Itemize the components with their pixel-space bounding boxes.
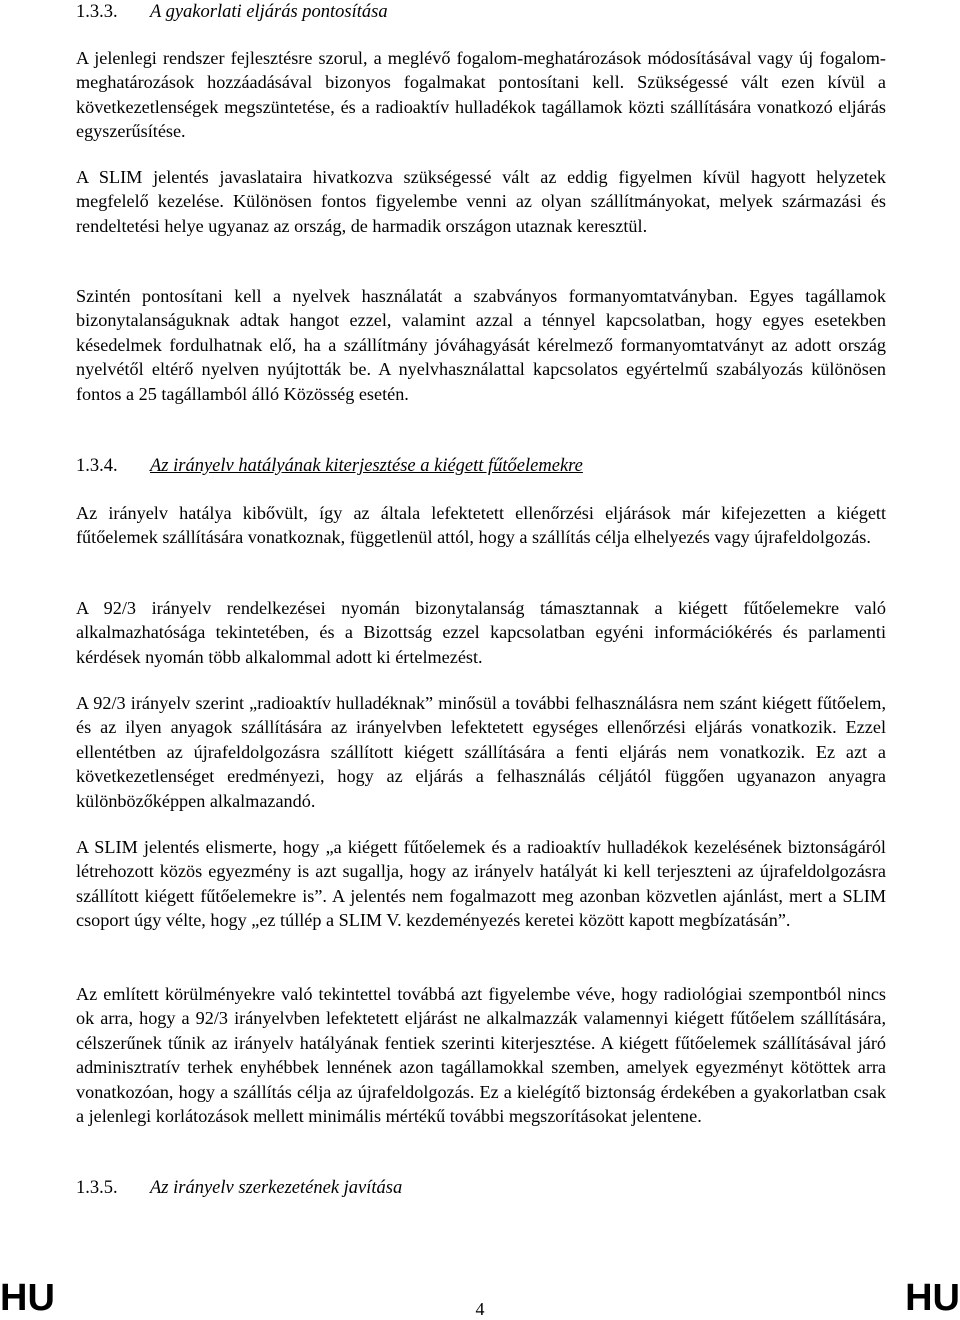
- paragraph: A SLIM jelentés elismerte, hogy „a kiégett fűtőelemek és a radioaktív hulladékok kezelésének biztonságáról létrehozott közös egyezmény is azt sugallja, hogy az irányelv hatályát ki kell terjeszteni az újrafeldolgozásra szállított kiégett fűtőelemekre is”. A jelentés nem fogalmazott meg azonban közvetlen ajánlást, mert a SLIM csoport úgy vélte, hogy „ez túllép a SLIM V. kezdeményezés keretei között kapott megbízatásán”.: [76, 837, 886, 931]
- section-title: Az irányelv szerkezetének javítása: [150, 1178, 403, 1198]
- section-title: Az irányelv hatályának kiterjesztése a kiégett fűtőelemekre: [150, 456, 583, 476]
- section-number: 1.3.4.: [76, 456, 118, 476]
- page-number: 4: [475, 1299, 485, 1319]
- paragraph: A SLIM jelentés javaslataira hivatkozva szükségessé vált az eddig figyelmen kívül hagyott helyzetek megfelelő kezelése. Különösen fontos figyelembe venni az olyan szállítmányokat, melyek származási és rendeltetési helye ugyanaz az ország, de harmadik országon utaznak keresztül.: [76, 167, 886, 236]
- section-heading-1-3-3: [76, 0, 388, 24]
- section-heading-1-3-5: [76, 1176, 402, 1200]
- footer-language-right: HU: [905, 1277, 960, 1319]
- section-heading-1-3-4: [76, 454, 583, 478]
- section-title: A gyakorlati eljárás pontosítása: [150, 2, 388, 22]
- paragraph: Szintén pontosítani kell a nyelvek használatát a szabványos formanyomtatványban. Egyes tagállamok bizonytalanságuknak adtak hangot ezzel, valamint azzal a ténnyel kapcsolatban, hogy egyes esetekben késedelmek fordulhatnak elő, ha a szállítmány jóváhagyását kérelmező formanyomtatványt az adott ország nyelvétől eltérő nyelven nyújtották be. A nyelvhasználattal kapcsolatos egyértelmű szabályozás különösen fontos a 25 tagállamból álló Közösség esetén.: [76, 286, 886, 404]
- paragraph: A jelenlegi rendszer fejlesztésre szorul, a meglévő fogalom-meghatározások módosításával vagy új fogalom-meghatározások hozzáadásával bizonyos fogalmakat pontosítani kell. Szükségessé vált ezen kívül a következetlenségek megszüntetése, és a radioaktív hulladékok tagállamok közti szállítására vonatkozó eljárás egyszerűsítése.: [76, 48, 886, 142]
- paragraph: Az említett körülményekre való tekintettel továbbá azt figyelembe véve, hogy radiológiai szempontból nincs ok arra, hogy a 92/3 irányelvben lefektetett eljárást ne alkalmazzák valamennyi kiégett fűtőelem szállítására, célszerűnek tűnik az irányelv hatályának fentiek szerinti kiterjesztése. A kiégett fűtőelemek szállításával járó adminisztratív terhek enyhébbek lennének azon tagállamokkal szemben, amelyek egyezményt kötöttek arra vonatkozóan, hogy a szállítás célja az újrafeldolgozás. Ez a kielégítő biztonság érdekében a gyakorlatban csak a jelenlegi korlátozások mellett minimális mértékű további megszorításokat jelentene.: [76, 984, 886, 1127]
- footer-language-left: HU: [0, 1277, 55, 1319]
- paragraph: A 92/3 irányelv szerint „radioaktív hulladéknak” minősül a további felhasználásra nem szánt kiégett fűtőelem, és az ilyen anyagok szállítására az irányelvben lefektetett egységes ellenőrzési eljárás vonatkozik. Ezzel ellentétben az újrafeldolgozásra szállított kiégett szállítására a fenti eljárás nem vonatkozik. Ez azt a következetlenséget eredményezi, hogy az eljárás a felhasználás céljától függően ugyanazon anyagra különbözőképpen alkalmazandó.: [76, 693, 886, 811]
- section-number: 1.3.5.: [76, 1178, 118, 1198]
- paragraph: Az irányelv hatálya kibővült, így az általa lefektetett ellenőrzési eljárások már kifejezetten a kiégett fűtőelemek szállítására vonatkoznak, függetlenül attól, hogy a szállítás célja elhelyezés vagy újrafeldolgozás.: [76, 503, 886, 548]
- section-number: 1.3.3.: [76, 2, 118, 22]
- paragraph: A 92/3 irányelv rendelkezései nyomán bizonytalanság támasztannak a kiégett fűtőelemekre való alkalmazhatósága tekintetében, és a Bizottság ezzel kapcsolatban egyéni információkérés és parlamenti kérdések nyomán több alkalommal adott ki értelmezést.: [76, 598, 886, 667]
